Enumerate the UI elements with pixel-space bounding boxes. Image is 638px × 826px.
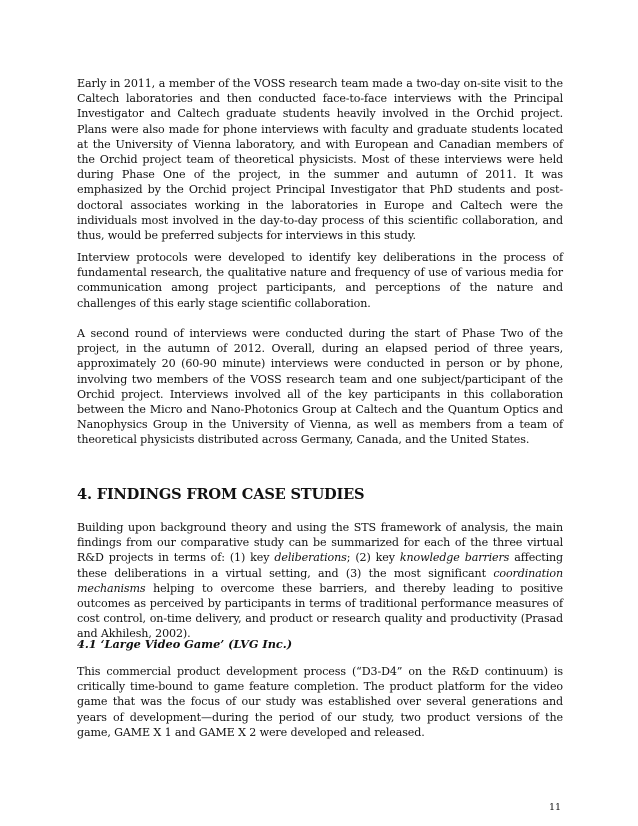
- emphasis-knowledge-barriers: knowledge barriers: [399, 551, 510, 565]
- section-title: 4. FINDINGS FROM CASE STUDIES: [77, 486, 365, 503]
- section-heading-findings: [77, 486, 563, 503]
- page-number: 11: [549, 802, 562, 813]
- text-run: Building upon background theory and using the STS framework of analysis, the main findings from our comparative study can be summarized for each of the three virtual R&D projects in terms of: (1) key: [77, 521, 563, 565]
- subsection-heading-lvg: [77, 637, 563, 651]
- paragraph-text: [77, 520, 563, 642]
- emphasis-deliberations: deliberations: [274, 551, 347, 565]
- paragraph-interview-visits: [77, 76, 563, 243]
- paragraph-text: This commercial product development process (“D3-D4” on the R&D continuum) is critically time-bound to game feature completion. The product platform for the video game that was the focus of our study was established over several generations and years of development—during the period of our study, two product versions of the game, GAME X 1 and GAME X 2 were developed and released.: [77, 665, 563, 739]
- paragraph-text: Interview protocols were developed to identify key deliberations in the process of fundamental research, the qualitative nature and frequency of use of various media for communication among project participants, and perceptions of the nature and challenges of this early stage scientific collaboration.: [77, 251, 563, 310]
- text-run: affecting these deliberations in a virtual setting, and (3) the most significant: [77, 551, 563, 580]
- paragraph-lvg-description: [77, 664, 563, 740]
- subsection-title: 4.1 ‘Large Video Game’ (LVG Inc.): [77, 637, 293, 651]
- paragraph-main-findings: [77, 520, 563, 642]
- paragraph-interview-protocols: [77, 250, 563, 311]
- text-run: ; (2) key: [346, 551, 400, 565]
- paragraph-second-round: [77, 326, 563, 448]
- text-run: helping to overcome these barriers, and thereby leading to positive outcomes as perceived by participants in terms of traditional performance measures of cost control, on-time delivery, and product or research quality and productivity (Prasad and Akhilesh, 2002).: [77, 581, 563, 641]
- paragraph-text: Early in 2011, a member of the VOSS research team made a two-day on-site visit to the Caltech laboratories and then conducted face-to-face interviews with the Principal Investigator and Caltech graduate students heavily involved in the Orchid project. Plans were also made for phone interviews with faculty and graduate students located at the University of Vienna laboratory, and with European and Canadian members of the Orchid project team of theoretical physicists. Most of these interviews were held during Phase One of the project, in the summer and autumn of 2011. It was emphasized by the Orchid project Principal Investigator that PhD students and post-doctoral associates working in the laboratories in Europe and Caltech were the individuals most involved in the day-to-day process of this scientific collaboration, and thus, would be preferred subjects for interviews in this study.: [77, 77, 563, 243]
- paragraph-text: A second round of interviews were conducted during the start of Phase Two of the project, in the autumn of 2012. Overall, during an elapsed period of three years, approximately 20 (60-90 minute) interviews were conducted in person or by phone, involving two members of the VOSS research team and one subject/participant of the Orchid project. Interviews involved all of the key participants in this collaboration between the Micro and Nano-Photonics Group at Caltech and the Quantum Optics and Nanophysics Group in the University of Vienna, as well as members from a team of theoretical physicists distributed across Germany, Canada, and the United States.: [77, 327, 563, 447]
- emphasis-coordination-mechanisms: coordination mechanisms: [77, 566, 563, 595]
